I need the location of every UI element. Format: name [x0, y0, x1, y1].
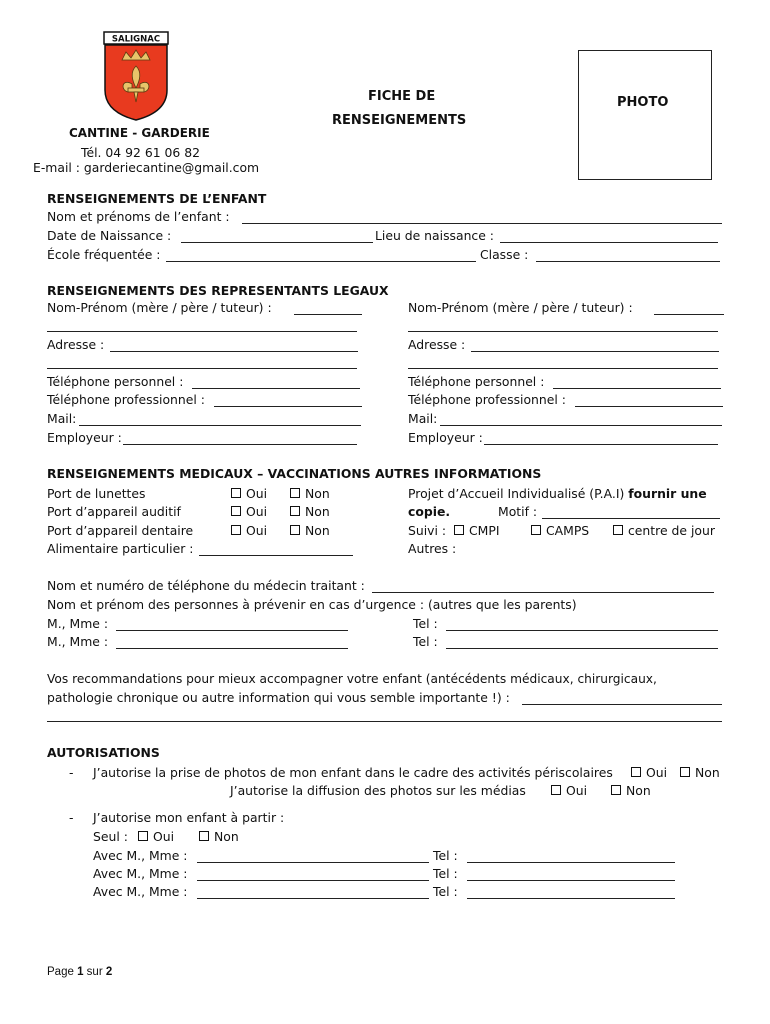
label-motif: Motif :: [498, 504, 538, 519]
checkbox-icon[interactable]: [531, 525, 541, 535]
label-auditif: Port d’appareil auditif: [47, 504, 181, 519]
label-nom-enfant: Nom et prénoms de l’enfant :: [47, 209, 230, 224]
label-rep1-adresse: Adresse :: [47, 337, 105, 352]
label-rep2-adresse: Adresse :: [408, 337, 466, 352]
label-avec-tel-3: Tel :: [433, 884, 458, 899]
label-rep2-nom: Nom-Prénom (mère / père / tuteur) :: [408, 300, 633, 315]
field-rep1-employeur[interactable]: [123, 444, 357, 445]
label-autorise-photos: J’autorise la prise de photos de mon enfant dans le cadre des activités périscolaires: [93, 765, 613, 780]
label-rep1-mail: Mail:: [47, 411, 77, 426]
bullet-dash: -: [69, 765, 74, 780]
field-lieu-naissance[interactable]: [500, 242, 718, 243]
dentaire-oui[interactable]: Oui: [231, 523, 267, 538]
photo-box: [578, 50, 712, 180]
section-autorisations-heading: AUTORISATIONS: [47, 745, 160, 760]
doc-title-line1: FICHE DE: [368, 89, 436, 104]
lunettes-non[interactable]: Non: [290, 486, 330, 501]
seul-oui[interactable]: Oui: [138, 829, 174, 844]
label-autorise-diffusion: J’autorise la diffusion des photos sur les médias: [230, 783, 526, 798]
field-avec-tel-3[interactable]: [467, 898, 675, 899]
field-rep1-tel-pro[interactable]: [214, 406, 362, 407]
checkbox-icon[interactable]: [290, 506, 300, 516]
checkbox-icon[interactable]: [138, 831, 148, 841]
checkbox-icon[interactable]: [611, 785, 621, 795]
label-rep1-employeur: Employeur :: [47, 430, 122, 445]
label-rep1-nom: Nom-Prénom (mère / père / tuteur) :: [47, 300, 272, 315]
bullet-dash: -: [69, 810, 74, 825]
org-email: E-mail : garderiecantine@gmail.com: [33, 160, 260, 175]
field-alimentaire[interactable]: [199, 555, 353, 556]
field-rep1-tel-perso[interactable]: [192, 388, 360, 389]
label-ecole: École fréquentée :: [47, 247, 161, 262]
field-rep2-adresse[interactable]: [471, 351, 719, 352]
checkbox-icon[interactable]: [231, 525, 241, 535]
org-phone: Tél. 04 92 61 06 82: [81, 145, 200, 160]
label-pai: Projet d’Accueil Individualisé (P.A.I) fournir une: [408, 486, 707, 501]
org-name: CANTINE - GARDERIE: [69, 126, 210, 140]
field-urgence-tel-2[interactable]: [446, 648, 718, 649]
label-prevenir: Nom et prénom des personnes à prévenir en cas d’urgence : (autres que les parents): [47, 597, 577, 612]
checkbox-icon[interactable]: [551, 785, 561, 795]
suivi-camps[interactable]: CAMPS: [531, 523, 589, 538]
section-enfant-heading: RENSEIGNEMENTS DE L’ENFANT: [47, 191, 267, 206]
field-avec-mme-3[interactable]: [197, 898, 429, 899]
field-urgence-mme-2[interactable]: [116, 648, 348, 649]
label-avec-mme-3: Avec M., Mme :: [93, 884, 188, 899]
salignac-crest-logo: [102, 30, 170, 122]
section-medical-heading: RENSEIGNEMENTS MEDICAUX – VACCINATIONS AUTRES INFORMATIONS: [47, 466, 542, 481]
photos-non[interactable]: Non: [680, 765, 720, 780]
field-ecole[interactable]: [166, 261, 476, 262]
label-rep1-tel-pro: Téléphone professionnel :: [47, 392, 205, 407]
checkbox-icon[interactable]: [631, 767, 641, 777]
label-suivi: Suivi :: [408, 523, 447, 538]
diffusion-oui[interactable]: Oui: [551, 783, 587, 798]
label-pai-copie: copie.: [408, 504, 451, 519]
svg-text:SALIGNAC: SALIGNAC: [111, 34, 161, 45]
checkbox-icon[interactable]: [454, 525, 464, 535]
label-avec-tel-1: Tel :: [433, 848, 458, 863]
dentaire-non[interactable]: Non: [290, 523, 330, 538]
label-avec-mme-2: Avec M., Mme :: [93, 866, 188, 881]
photos-oui[interactable]: Oui: [631, 765, 667, 780]
field-urgence-tel-1[interactable]: [446, 630, 718, 631]
checkbox-icon[interactable]: [290, 525, 300, 535]
label-recommandations-2: pathologie chronique ou autre information qui vous semble importante !) :: [47, 690, 510, 705]
checkbox-icon[interactable]: [231, 506, 241, 516]
label-lieu-naissance: Lieu de naissance :: [375, 228, 494, 243]
label-avec-tel-2: Tel :: [433, 866, 458, 881]
field-rep1-nom-cont[interactable]: [47, 331, 357, 332]
diffusion-non[interactable]: Non: [611, 783, 651, 798]
auditif-oui[interactable]: Oui: [231, 504, 267, 519]
checkbox-icon[interactable]: [680, 767, 690, 777]
label-rep1-tel-perso: Téléphone personnel :: [47, 374, 184, 389]
label-avec-mme-1: Avec M., Mme :: [93, 848, 188, 863]
field-rep2-tel-perso[interactable]: [553, 388, 721, 389]
field-rep2-adresse-cont[interactable]: [408, 368, 718, 369]
page-number: Page 1 sur 2: [47, 966, 113, 978]
field-avec-mme-1[interactable]: [197, 862, 429, 863]
field-rep1-adresse-cont[interactable]: [47, 368, 357, 369]
field-motif[interactable]: [542, 518, 720, 519]
field-rep2-mail[interactable]: [440, 425, 722, 426]
label-rep2-tel-perso: Téléphone personnel :: [408, 374, 545, 389]
field-rep2-nom-cont[interactable]: [408, 331, 718, 332]
seul-non[interactable]: Non: [199, 829, 239, 844]
label-autorise-partir: J’autorise mon enfant à partir :: [93, 810, 285, 825]
label-rep2-mail: Mail:: [408, 411, 438, 426]
field-rep2-tel-pro[interactable]: [575, 406, 723, 407]
auditif-non[interactable]: Non: [290, 504, 330, 519]
label-urgence-tel-1: Tel :: [413, 616, 438, 631]
field-avec-tel-2[interactable]: [467, 880, 675, 881]
doc-title-line2: RENSEIGNEMENTS: [332, 113, 467, 128]
label-classe: Classe :: [480, 247, 529, 262]
section-representants-heading: RENSEIGNEMENTS DES REPRESENTANTS LEGAUX: [47, 283, 389, 298]
field-avec-tel-1[interactable]: [467, 862, 675, 863]
label-urgence-mme-2: M., Mme :: [47, 634, 109, 649]
label-date-naissance: Date de Naissance :: [47, 228, 172, 243]
field-date-naissance[interactable]: [181, 242, 373, 243]
label-dentaire: Port d’appareil dentaire: [47, 523, 194, 538]
label-urgence-tel-2: Tel :: [413, 634, 438, 649]
field-recommandations[interactable]: [522, 704, 722, 705]
checkbox-icon[interactable]: [290, 488, 300, 498]
label-autres: Autres :: [408, 541, 457, 556]
field-rep1-nom[interactable]: [294, 314, 362, 315]
label-urgence-mme-1: M., Mme :: [47, 616, 109, 631]
suivi-cmpi[interactable]: CMPI: [454, 523, 499, 538]
suivi-centre-de-jour[interactable]: centre de jour: [613, 523, 715, 538]
label-lunettes: Port de lunettes: [47, 486, 146, 501]
label-medecin: Nom et numéro de téléphone du médecin traitant :: [47, 578, 365, 593]
label-rep2-employeur: Employeur :: [408, 430, 483, 445]
field-nom-enfant[interactable]: [242, 223, 722, 224]
field-avec-mme-2[interactable]: [197, 880, 429, 881]
label-alimentaire: Alimentaire particulier :: [47, 541, 194, 556]
field-urgence-mme-1[interactable]: [116, 630, 348, 631]
field-rep1-adresse[interactable]: [110, 351, 358, 352]
label-seul: Seul :: [93, 829, 128, 844]
field-classe[interactable]: [536, 261, 720, 262]
checkbox-icon[interactable]: [613, 525, 623, 535]
photo-label: PHOTO: [617, 95, 669, 110]
label-recommandations-1: Vos recommandations pour mieux accompagner votre enfant (antécédents médicaux, chirurgicaux,: [47, 672, 657, 686]
field-rep1-mail[interactable]: [79, 425, 361, 426]
field-rep2-employeur[interactable]: [484, 444, 718, 445]
checkbox-icon[interactable]: [199, 831, 209, 841]
field-rep2-nom[interactable]: [654, 314, 724, 315]
checkbox-icon[interactable]: [231, 488, 241, 498]
lunettes-oui[interactable]: Oui: [231, 486, 267, 501]
field-medecin[interactable]: [372, 592, 714, 593]
field-recommandations-cont[interactable]: [47, 721, 722, 722]
label-rep2-tel-pro: Téléphone professionnel :: [408, 392, 566, 407]
